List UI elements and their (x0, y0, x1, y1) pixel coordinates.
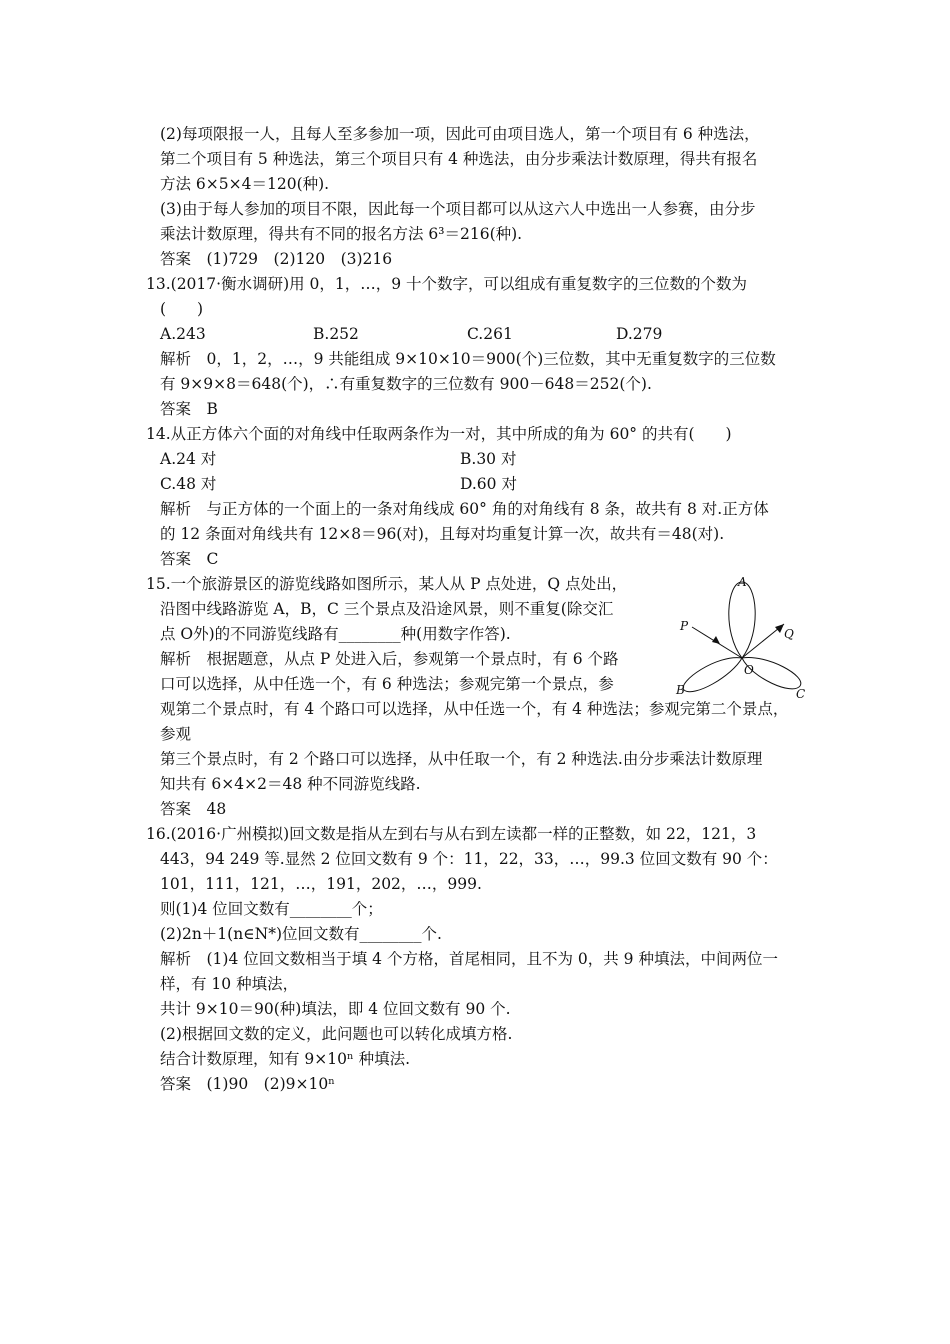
question-14-option-a: A.24 对 (160, 450, 217, 468)
prev-solution-answer: 答案 (1)729 (2)120 (3)216 (160, 250, 393, 268)
question-14-answer: 答案 C (160, 550, 219, 568)
prev-solution-line: (3)由于每人参加的项目不限，因此每一个项目都可以从这六人中选出一人参赛，由分步 (160, 200, 756, 218)
question-13-solution: 有 9×9×8＝648(个)，∴有重复数字的三位数有 900－648＝252(个). (160, 375, 652, 393)
question-16-stem: 16.(2016·广州模拟)回文数是指从左到右与从右到左读都一样的正整数，如 22，121，3 (146, 825, 757, 843)
prev-solution-line: 乘法计数原理，得共有不同的报名方法 6³＝216(种). (160, 225, 523, 243)
question-16-stem: 443，94 249 等.显然 2 位回文数有 9 个：11，22，33，…，99.3 位回文数有 90 个： (160, 850, 778, 868)
question-14-option-d: D.60 对 (460, 475, 517, 493)
label-p: P (680, 619, 689, 633)
question-15-solution: 知共有 6×4×2＝48 种不同游览线路. (160, 775, 421, 793)
prev-solution-line: 方法 6×5×4＝120(种). (160, 175, 330, 193)
question-15-stem: 15.一个旅游景区的游览线路如图所示，某人从 P 点处进，Q 点处出， (146, 575, 628, 593)
label-q: Q (784, 627, 794, 641)
question-13-option-c: C.261 (467, 325, 513, 343)
question-14-option-b: B.30 对 (460, 450, 517, 468)
question-13-answer: 答案 B (160, 400, 218, 418)
question-13-option-d: D.279 (616, 325, 663, 343)
question-15-answer: 答案 48 (160, 800, 227, 818)
question-13-solution: 解析 0，1，2，…，9 共能组成 9×10×10＝900(个)三位数，其中无重复数字的三位数 (160, 350, 776, 368)
question-16-stem: 101，111，121，…，191，202，…，999. (160, 875, 482, 893)
question-16-solution: 样，有 10 种填法， (160, 975, 299, 993)
label-o: O (744, 663, 754, 677)
question-16-answer: 答案 (1)90 (2)9×10ⁿ (160, 1075, 335, 1093)
question-14-solution: 解析 与正方体的一个面上的一条对角线成 60° 角的对角线有 8 条，故共有 8 对.正方体 (160, 500, 769, 518)
label-a: A (738, 575, 747, 589)
petal-b (683, 658, 742, 692)
question-15-solution: 观第二个景点时，有 4 个路口可以选择，从中任选一个，有 4 种选法；参观完第二个景点， (160, 700, 789, 718)
question-15-stem: 点 O外)的不同游览线路有________种(用数字作答). (160, 625, 511, 643)
question-16-stem: (2)2n＋1(n∈N*)位回文数有________个. (160, 925, 442, 943)
question-13-stem: ( ) (160, 300, 204, 318)
exit-arrow-icon (775, 624, 784, 633)
question-16-solution: 解析 (1)4 位回文数相当于填 4 个方格，首尾相同，且不为 0，共 9 种填法，中间两位一 (160, 950, 778, 968)
question-14-stem: 14.从正方体六个面的对角线中任取两条作为一对，其中所成的角为 60° 的共有( ) (146, 425, 732, 443)
question-16-solution: 结合计数原理，知有 9×10ⁿ 种填法. (160, 1050, 411, 1068)
prev-solution-line: (2)每项限报一人，且每人至多参加一项，因此可由项目选人，第一个项目有 6 种选法， (160, 125, 760, 143)
tour-route-figure (672, 572, 822, 702)
question-13-stem: 13.(2017·衡水调研)用 0，1，…，9 十个数字，可以组成有重复数字的三位数的个数为 (146, 275, 748, 293)
question-15-solution: 参观 (160, 725, 192, 743)
petal-a (729, 582, 755, 658)
question-13-option-a: A.243 (160, 325, 206, 343)
question-14-option-c: C.48 对 (160, 475, 217, 493)
question-15-solution: 第三个景点时，有 2 个路口可以选择，从中任取一个，有 2 种选法.由分步乘法计数原理 (160, 750, 763, 768)
question-16-stem: 则(1)4 位回文数有________个； (160, 900, 383, 918)
prev-solution-line: 第二个项目有 5 种选法，第三个项目只有 4 种选法，由分步乘法计数原理，得共有报名 (160, 150, 758, 168)
question-14-solution: 的 12 条面对角线共有 12×8＝96(对)，且每对均重复计算一次，故共有＝48(对). (160, 525, 725, 543)
question-15-solution: 解析 根据题意，从点 P 处进入后，参观第一个景点时，有 6 个路 (160, 650, 619, 668)
question-15-solution: 口可以选择，从中任选一个，有 6 种选法；参观完第一个景点，参 (160, 675, 614, 693)
label-b: B (676, 683, 685, 697)
question-13-option-b: B.252 (313, 325, 359, 343)
label-c: C (796, 687, 806, 701)
question-16-solution: (2)根据回文数的定义，此问题也可以转化成填方格. (160, 1025, 513, 1043)
question-15-stem: 沿图中线路游览 A，B，C 三个景点及沿途风景，则不重复(除交汇 (160, 600, 614, 618)
question-16-solution: 共计 9×10＝90(种)填法，即 4 位回文数有 90 个. (160, 1000, 511, 1018)
